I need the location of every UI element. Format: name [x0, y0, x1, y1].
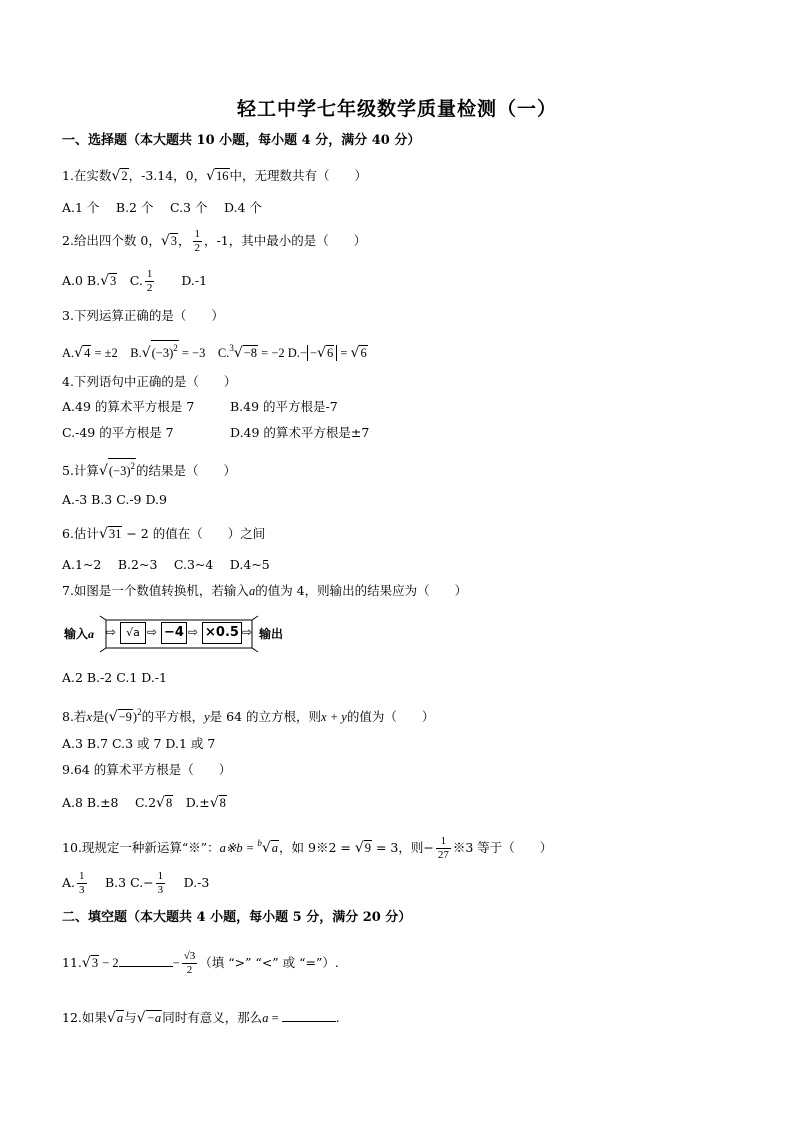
- flow-output-label: 输出: [259, 627, 284, 641]
- question-8: 8.若x是$(√-9)^2$的平方根，y是 64 的立方根，则x + y的值为（ ）: [62, 707, 435, 725]
- question-4: 4.下列语句中正确的是（ ）: [62, 374, 237, 389]
- arrow-icon: ⇨: [188, 625, 199, 639]
- arrow-icon: ⇨: [106, 625, 117, 639]
- flow-input-label: 输入a: [64, 627, 95, 641]
- answer-blank[interactable]: [282, 1021, 336, 1022]
- question-1-options: A.1 个 B.2 个 C.3 个 D.4 个: [62, 200, 262, 215]
- question-6: 6.估计√31 − 2 的值在（ ）之间: [62, 526, 266, 542]
- flow-box-times-half: ×0.5: [202, 622, 242, 644]
- question-9-options: A.8 B.±8 C.2√8 D.±√8: [62, 795, 226, 811]
- question-11: 11.√3 − 2 − $\frac{√3}{2}$ （填 “>” “<” 或 “=”）.: [62, 950, 339, 976]
- question-2-options: A.0 B.√3 C. $\frac{1}{2}$ D.-1: [62, 268, 208, 294]
- arrow-icon: ⇨: [242, 625, 253, 639]
- question-12: 12.如果√a与√−a同时有意义，那么a = .: [62, 1010, 340, 1026]
- question-4-option-d: D.49 的算术平方根是±7: [230, 425, 370, 440]
- arrow-icon: ⇨: [147, 625, 158, 639]
- question-7: 7.如图是一个数值转换机，若输入a的值为 4，则输出的结果应为（ ）: [62, 583, 468, 598]
- question-2: 2.给出四个数 0，√3， $\frac{1}{2}$ ，-1，其中最小的是（ ）: [62, 228, 367, 254]
- answer-blank[interactable]: [119, 966, 173, 967]
- question-6-options: A.1~2 B.2~3 C.3~4 D.4~5: [62, 557, 270, 572]
- question-4-option-b: B.49 的平方根是-7: [230, 399, 338, 414]
- conversion-machine-diagram: [62, 612, 294, 656]
- question-4-option-a: A.49 的算术平方根是 7: [62, 399, 195, 414]
- question-10: 10.现规定一种新运算“※”：a※b = $^b$√a，如 9※2 = √9 = 3，则− $\frac{1}{27}$ ※3 等于（ ）: [62, 835, 553, 861]
- question-8-options: A.3 B.7 C.3 或 7 D.1 或 7: [62, 736, 216, 751]
- section-2-heading: 二、填空题（本大题共 4 小题，每小题 5 分，满分 20 分）: [62, 910, 412, 925]
- question-1: 1.在实数√2，-3.14，0，√16中，无理数共有（ ）: [62, 168, 368, 184]
- page-title: 轻工中学七年级数学质量检测（一）: [236, 98, 557, 120]
- question-3-options: A.√4 = ±2 $B.√(-3)^2 = -3$ C.$^3$√−8 = −2 D.− −√6 = √6: [62, 340, 368, 361]
- flow-box-sqrt: √a: [120, 622, 146, 644]
- question-5: 5.计算$√(-3)^2$的结果是（ ）: [62, 458, 236, 479]
- question-4-option-c: C.-49 的平方根是 7: [62, 425, 174, 440]
- question-7-options: A.2 B.-2 C.1 D.-1: [62, 670, 167, 685]
- question-3: 3.下列运算正确的是（ ）: [62, 308, 224, 323]
- question-5-options: A.-3 B.3 C.-9 D.9: [62, 492, 167, 507]
- question-9: 9.64 的算术平方根是（ ）: [62, 762, 232, 777]
- question-10-options: A. $\frac{1}{3}$ B.3 C.− $\frac{1}{3}$ D.-3: [62, 870, 210, 896]
- flow-box-minus-4: −4: [161, 622, 187, 644]
- section-1-heading: 一、选择题（本大题共 10 小题，每小题 4 分，满分 40 分）: [62, 133, 421, 148]
